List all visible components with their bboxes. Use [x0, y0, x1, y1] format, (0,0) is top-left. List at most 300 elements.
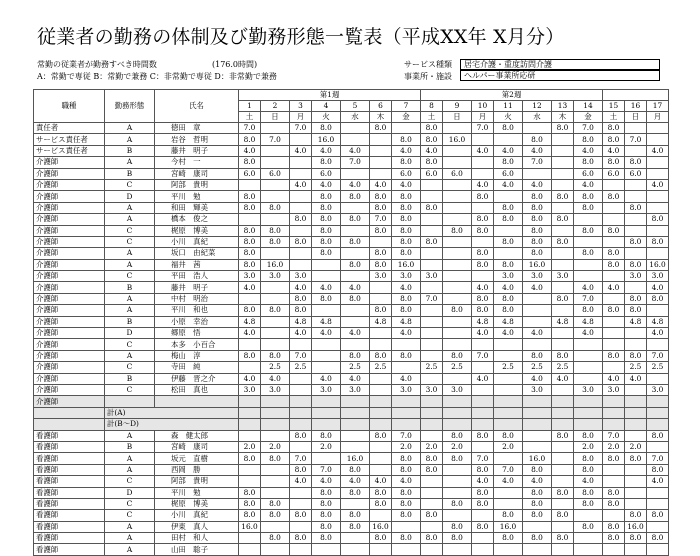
cell-hours — [603, 419, 625, 430]
cell-hours: 2.0 — [574, 441, 603, 452]
cell-form: D — [105, 328, 155, 339]
cell-hours — [421, 498, 443, 509]
cell-hours: 6.0 — [603, 168, 625, 179]
cell-hours: 4.0 — [574, 328, 603, 339]
day-number: 17 — [647, 101, 669, 112]
cell-hours — [290, 487, 312, 498]
cell-hours — [647, 168, 669, 179]
cell-hours: 4.0 — [239, 282, 261, 293]
cell-hours: 8.0 — [603, 157, 625, 168]
cell-hours — [552, 339, 574, 350]
cell-hours — [421, 487, 443, 498]
cell-hours: 4.0 — [523, 476, 552, 487]
day-number: 2 — [261, 101, 290, 112]
cell-hours: 4.8 — [494, 316, 523, 327]
cell-hours — [443, 487, 472, 498]
cell-hours — [603, 544, 625, 555]
cell-hours — [603, 316, 625, 327]
cell-subtotal-label: 計(B～D) — [105, 419, 239, 430]
cell-hours: 4.0 — [647, 328, 669, 339]
cell-hours: 3.0 — [239, 271, 261, 282]
cell-hours: 4.0 — [472, 328, 494, 339]
cell-form: A — [105, 134, 155, 145]
cell-hours: 4.0 — [647, 282, 669, 293]
cell-hours — [341, 419, 370, 430]
cell-hours: 8.0 — [625, 453, 647, 464]
cell-hours: 4.8 — [552, 316, 574, 327]
cell-name: 伊東 真人 — [155, 521, 239, 532]
cell-hours: 8.0 — [494, 510, 523, 521]
cell-hours: 7.0 — [239, 123, 261, 134]
day-number: 5 — [341, 101, 370, 112]
cell-hours: 2.5 — [523, 362, 552, 373]
cell-hours: 4.0 — [290, 179, 312, 190]
employment-legend: A：常勤で専従 B：常勤で兼務 C：非常勤で専従 D：非常勤で兼務 — [37, 72, 277, 81]
cell-name: 梶原 博美 — [155, 225, 239, 236]
cell-hours: 3.0 — [312, 384, 341, 395]
cell-hours: 2.5 — [494, 362, 523, 373]
cell-hours — [290, 544, 312, 555]
cell-hours — [472, 544, 494, 555]
cell-form: D — [105, 191, 155, 202]
cell-hours — [625, 339, 647, 350]
cell-hours: 16.0 — [239, 521, 261, 532]
cell-hours — [494, 225, 523, 236]
day-number: 14 — [574, 101, 603, 112]
cell-hours: 16.0 — [312, 134, 341, 145]
cell-hours — [552, 384, 574, 395]
cell-hours — [443, 271, 472, 282]
cell-hours: 8.0 — [261, 225, 290, 236]
cell-hours — [370, 419, 392, 430]
cell-hours: 4.0 — [472, 145, 494, 156]
service-type-label: サービス種類 — [404, 60, 452, 69]
cell-role: 看護師 — [34, 464, 105, 475]
cell-hours: 8.0 — [625, 202, 647, 213]
cell-hours: 4.8 — [647, 316, 669, 327]
cell-hours: 4.0 — [290, 282, 312, 293]
cell-form: C — [105, 271, 155, 282]
cell-role: 介護師 — [34, 236, 105, 247]
day-number: 7 — [392, 101, 421, 112]
cell-hours: 8.0 — [443, 498, 472, 509]
cell-hours — [290, 498, 312, 509]
cell-hours — [523, 339, 552, 350]
cell-hours: 8.0 — [239, 191, 261, 202]
cell-hours: 8.0 — [312, 510, 341, 521]
cell-hours: 8.0 — [574, 430, 603, 441]
cell-role: 介護師 — [34, 293, 105, 304]
cell-hours: 8.0 — [523, 498, 552, 509]
cell-hours — [494, 134, 523, 145]
cell-hours: 8.0 — [523, 134, 552, 145]
cell-hours: 8.0 — [239, 225, 261, 236]
cell-hours: 8.0 — [341, 191, 370, 202]
cell-hours — [603, 476, 625, 487]
cell-role: 介護師 — [34, 157, 105, 168]
table-row — [34, 145, 669, 156]
cell-hours — [647, 123, 669, 134]
cell-hours: 7.0 — [494, 464, 523, 475]
cell-role: 介護師 — [34, 339, 105, 350]
cell-hours: 8.0 — [494, 305, 523, 316]
cell-hours — [239, 476, 261, 487]
cell-hours: 8.0 — [392, 510, 421, 521]
cell-hours — [261, 282, 290, 293]
cell-hours: 8.0 — [443, 350, 472, 361]
cell-hours — [625, 145, 647, 156]
cell-hours — [574, 236, 603, 247]
cell-hours — [443, 259, 472, 270]
table-row — [34, 282, 669, 293]
cell-hours — [312, 350, 341, 361]
cell-hours — [603, 202, 625, 213]
table-row — [34, 396, 669, 407]
office-label: 事業所・施設 — [404, 72, 452, 81]
day-number: 8 — [421, 101, 443, 112]
cell-hours: 8.0 — [494, 533, 523, 544]
cell-hours — [494, 350, 523, 361]
cell-name: 平川 勉 — [155, 487, 239, 498]
cell-hours — [261, 293, 290, 304]
cell-name: 松田 真也 — [155, 384, 239, 395]
cell-hours — [443, 214, 472, 225]
day-number: 1 — [239, 101, 261, 112]
cell-hours: 4.0 — [370, 476, 392, 487]
cell-name: 伊藤 晋之介 — [155, 373, 239, 384]
cell-hours — [290, 157, 312, 168]
cell-hours: 2.5 — [421, 362, 443, 373]
cell-hours: 4.0 — [392, 373, 421, 384]
cell-name: 坂口 由紀菜 — [155, 248, 239, 259]
cell-hours — [552, 521, 574, 532]
cell-hours: 4.0 — [261, 373, 290, 384]
cell-hours: 8.0 — [625, 533, 647, 544]
cell-role: 介護師 — [34, 305, 105, 316]
cell-hours: 8.0 — [312, 191, 341, 202]
cell-hours — [261, 521, 290, 532]
table-row — [34, 510, 669, 521]
cell-hours: 7.0 — [341, 157, 370, 168]
cell-hours — [552, 259, 574, 270]
cell-hours: 8.0 — [552, 510, 574, 521]
cell-name: 宮崎 康司 — [155, 441, 239, 452]
cell-hours: 4.0 — [574, 476, 603, 487]
cell-hours: 8.0 — [523, 464, 552, 475]
cell-hours: 8.0 — [523, 214, 552, 225]
service-type-value: 居宅介護・重度訪問介護 — [464, 60, 552, 69]
cell-hours — [552, 544, 574, 555]
cell-hours: 3.0 — [523, 384, 552, 395]
cell-hours: 8.0 — [421, 464, 443, 475]
cell-hours: 4.0 — [472, 179, 494, 190]
cell-hours: 8.0 — [472, 225, 494, 236]
cell-hours — [290, 407, 312, 418]
weekday-label: 水 — [523, 112, 552, 123]
table-row — [34, 168, 669, 179]
weekday-label: 日 — [443, 112, 472, 123]
cell-hours: 7.0 — [523, 157, 552, 168]
cell-hours: 4.0 — [523, 179, 552, 190]
cell-form: A — [105, 248, 155, 259]
cell-hours: 7.0 — [647, 453, 669, 464]
cell-hours — [443, 236, 472, 247]
header-week3 — [603, 90, 669, 101]
cell-hours — [341, 407, 370, 418]
weekday-label: 金 — [574, 112, 603, 123]
cell-role: 介護師 — [34, 191, 105, 202]
cell-hours — [625, 430, 647, 441]
cell-hours: 4.0 — [574, 179, 603, 190]
cell-hours: 8.0 — [552, 487, 574, 498]
cell-form: A — [105, 214, 155, 225]
table-row — [34, 214, 669, 225]
cell-hours — [370, 510, 392, 521]
cell-hours: 4.0 — [574, 282, 603, 293]
service-type-box — [460, 59, 660, 70]
cell-hours: 8.0 — [392, 191, 421, 202]
cell-hours: 8.0 — [239, 236, 261, 247]
day-number: 12 — [523, 101, 552, 112]
cell-hours — [370, 134, 392, 145]
cell-hours: 4.0 — [472, 476, 494, 487]
cell-hours: 8.0 — [494, 202, 523, 213]
cell-hours: 2.0 — [603, 441, 625, 452]
cell-hours: 8.0 — [603, 191, 625, 202]
cell-hours: 8.0 — [625, 293, 647, 304]
cell-hours: 8.0 — [392, 202, 421, 213]
cell-form: A — [105, 464, 155, 475]
cell-hours — [552, 282, 574, 293]
cell-hours: 4.0 — [341, 328, 370, 339]
cell-role: 介護師 — [34, 179, 105, 190]
cell-hours — [552, 248, 574, 259]
cell-hours: 8.0 — [494, 157, 523, 168]
cell-form: C — [105, 476, 155, 487]
cell-hours — [523, 316, 552, 327]
cell-hours: 16.0 — [625, 521, 647, 532]
cell-hours — [392, 521, 421, 532]
cell-hours — [603, 271, 625, 282]
table-row — [34, 521, 669, 532]
cell-hours — [472, 419, 494, 430]
cell-hours: 8.0 — [312, 157, 341, 168]
cell-hours: 8.0 — [443, 430, 472, 441]
cell-hours: 4.0 — [341, 373, 370, 384]
day-number: 6 — [370, 101, 392, 112]
table-row — [34, 236, 669, 247]
table-row — [34, 339, 669, 350]
cell-hours — [421, 407, 443, 418]
cell-hours: 4.8 — [312, 316, 341, 327]
table-row — [34, 533, 669, 544]
cell-form: A — [105, 544, 155, 555]
cell-hours: 8.0 — [341, 464, 370, 475]
cell-hours: 8.0 — [239, 202, 261, 213]
cell-hours: 8.0 — [290, 430, 312, 441]
day-number: 15 — [603, 101, 625, 112]
cell-hours — [341, 339, 370, 350]
cell-hours: 2.5 — [647, 362, 669, 373]
cell-hours: 8.0 — [647, 430, 669, 441]
cell-hours: 8.0 — [239, 134, 261, 145]
cell-hours: 8.0 — [261, 498, 290, 509]
cell-hours: 8.0 — [552, 430, 574, 441]
cell-hours: 8.0 — [239, 248, 261, 259]
page-title: 従業者の勤務の体制及び勤務形態一覧表（平成XX年 X月分） — [37, 26, 565, 48]
cell-hours — [603, 362, 625, 373]
cell-hours: 7.0 — [574, 293, 603, 304]
cell-hours: 8.0 — [443, 521, 472, 532]
table-row — [34, 191, 669, 202]
cell-hours: 8.0 — [552, 350, 574, 361]
cell-hours — [261, 123, 290, 134]
cell-form: A — [105, 521, 155, 532]
cell-hours — [552, 498, 574, 509]
cell-role — [34, 419, 105, 430]
cell-name: 田村 和人 — [155, 533, 239, 544]
cell-hours: 8.0 — [312, 123, 341, 134]
cell-hours — [552, 157, 574, 168]
cell-hours — [625, 248, 647, 259]
cell-hours: 8.0 — [261, 350, 290, 361]
cell-hours: 8.0 — [421, 236, 443, 247]
cell-form: A — [105, 157, 155, 168]
cell-hours — [370, 293, 392, 304]
cell-name: 中村 明治 — [155, 293, 239, 304]
cell-hours — [552, 225, 574, 236]
cell-hours — [341, 225, 370, 236]
cell-hours: 4.0 — [392, 476, 421, 487]
cell-hours: 8.0 — [392, 248, 421, 259]
cell-form: B — [105, 316, 155, 327]
cell-hours: 8.0 — [603, 225, 625, 236]
cell-role: 看護師 — [34, 510, 105, 521]
header-role: 職種 — [34, 90, 105, 123]
cell-hours: 8.0 — [239, 350, 261, 361]
cell-hours: 8.0 — [341, 487, 370, 498]
cell-hours — [625, 464, 647, 475]
cell-hours: 7.0 — [472, 350, 494, 361]
cell-name: 寺田 純 — [155, 362, 239, 373]
cell-hours — [552, 202, 574, 213]
cell-hours: 4.8 — [239, 316, 261, 327]
cell-hours: 8.0 — [312, 430, 341, 441]
cell-hours: 8.0 — [370, 430, 392, 441]
cell-hours — [290, 134, 312, 145]
cell-hours — [370, 282, 392, 293]
cell-hours: 4.8 — [625, 316, 647, 327]
cell-hours: 8.0 — [341, 293, 370, 304]
cell-form: B — [105, 441, 155, 452]
cell-hours — [261, 316, 290, 327]
cell-hours — [443, 293, 472, 304]
cell-hours: 2.5 — [625, 362, 647, 373]
cell-hours — [421, 430, 443, 441]
cell-hours: 4.0 — [647, 476, 669, 487]
cell-hours: 8.0 — [472, 305, 494, 316]
cell-hours — [603, 510, 625, 521]
cell-hours — [290, 248, 312, 259]
cell-hours: 8.0 — [552, 191, 574, 202]
cell-hours — [421, 282, 443, 293]
cell-hours — [625, 191, 647, 202]
weekday-label: 木 — [370, 112, 392, 123]
cell-hours: 8.0 — [552, 533, 574, 544]
cell-hours: 3.0 — [239, 384, 261, 395]
cell-hours: 8.0 — [370, 202, 392, 213]
cell-hours — [472, 533, 494, 544]
cell-hours: 8.0 — [443, 305, 472, 316]
cell-name: 西岡 勝 — [155, 464, 239, 475]
cell-hours — [370, 453, 392, 464]
cell-hours: 8.0 — [421, 510, 443, 521]
cell-hours — [443, 123, 472, 134]
cell-hours: 8.0 — [494, 123, 523, 134]
cell-hours — [574, 373, 603, 384]
cell-hours: 8.0 — [312, 214, 341, 225]
cell-hours: 16.0 — [341, 453, 370, 464]
cell-hours — [647, 202, 669, 213]
cell-hours — [239, 464, 261, 475]
cell-hours: 8.0 — [370, 225, 392, 236]
cell-hours — [625, 214, 647, 225]
cell-hours — [552, 476, 574, 487]
cell-hours — [341, 316, 370, 327]
cell-hours: 8.0 — [392, 214, 421, 225]
cell-hours: 8.0 — [523, 248, 552, 259]
table-row — [34, 316, 669, 327]
table-row — [34, 441, 669, 452]
cell-hours — [261, 145, 290, 156]
cell-hours — [261, 248, 290, 259]
cell-role: 介護師 — [34, 350, 105, 361]
cell-hours — [443, 339, 472, 350]
cell-hours — [261, 464, 290, 475]
cell-hours — [239, 214, 261, 225]
cell-hours: 8.0 — [312, 248, 341, 259]
cell-hours: 4.0 — [341, 179, 370, 190]
cell-hours: 8.0 — [312, 202, 341, 213]
cell-name: 和田 輝美 — [155, 202, 239, 213]
cell-hours: 4.0 — [603, 145, 625, 156]
cell-hours — [312, 305, 341, 316]
cell-hours — [443, 191, 472, 202]
weekday-label: 月 — [290, 112, 312, 123]
cell-hours: 4.8 — [472, 316, 494, 327]
cell-hours: 7.0 — [625, 134, 647, 145]
cell-hours — [523, 430, 552, 441]
cell-hours: 4.8 — [370, 316, 392, 327]
cell-hours — [574, 214, 603, 225]
cell-hours: 3.0 — [290, 271, 312, 282]
cell-hours: 8.0 — [392, 305, 421, 316]
cell-hours: 3.0 — [261, 271, 290, 282]
cell-hours: 4.0 — [239, 373, 261, 384]
day-number: 9 — [443, 101, 472, 112]
cell-hours: 8.0 — [603, 350, 625, 361]
cell-hours — [261, 157, 290, 168]
cell-hours: 8.0 — [523, 350, 552, 361]
cell-hours: 7.0 — [421, 293, 443, 304]
cell-hours — [421, 544, 443, 555]
cell-hours — [370, 396, 392, 407]
cell-hours: 8.0 — [523, 487, 552, 498]
cell-hours — [443, 407, 472, 418]
cell-form: B — [105, 373, 155, 384]
cell-hours: 2.0 — [625, 441, 647, 452]
cell-hours: 4.0 — [494, 328, 523, 339]
